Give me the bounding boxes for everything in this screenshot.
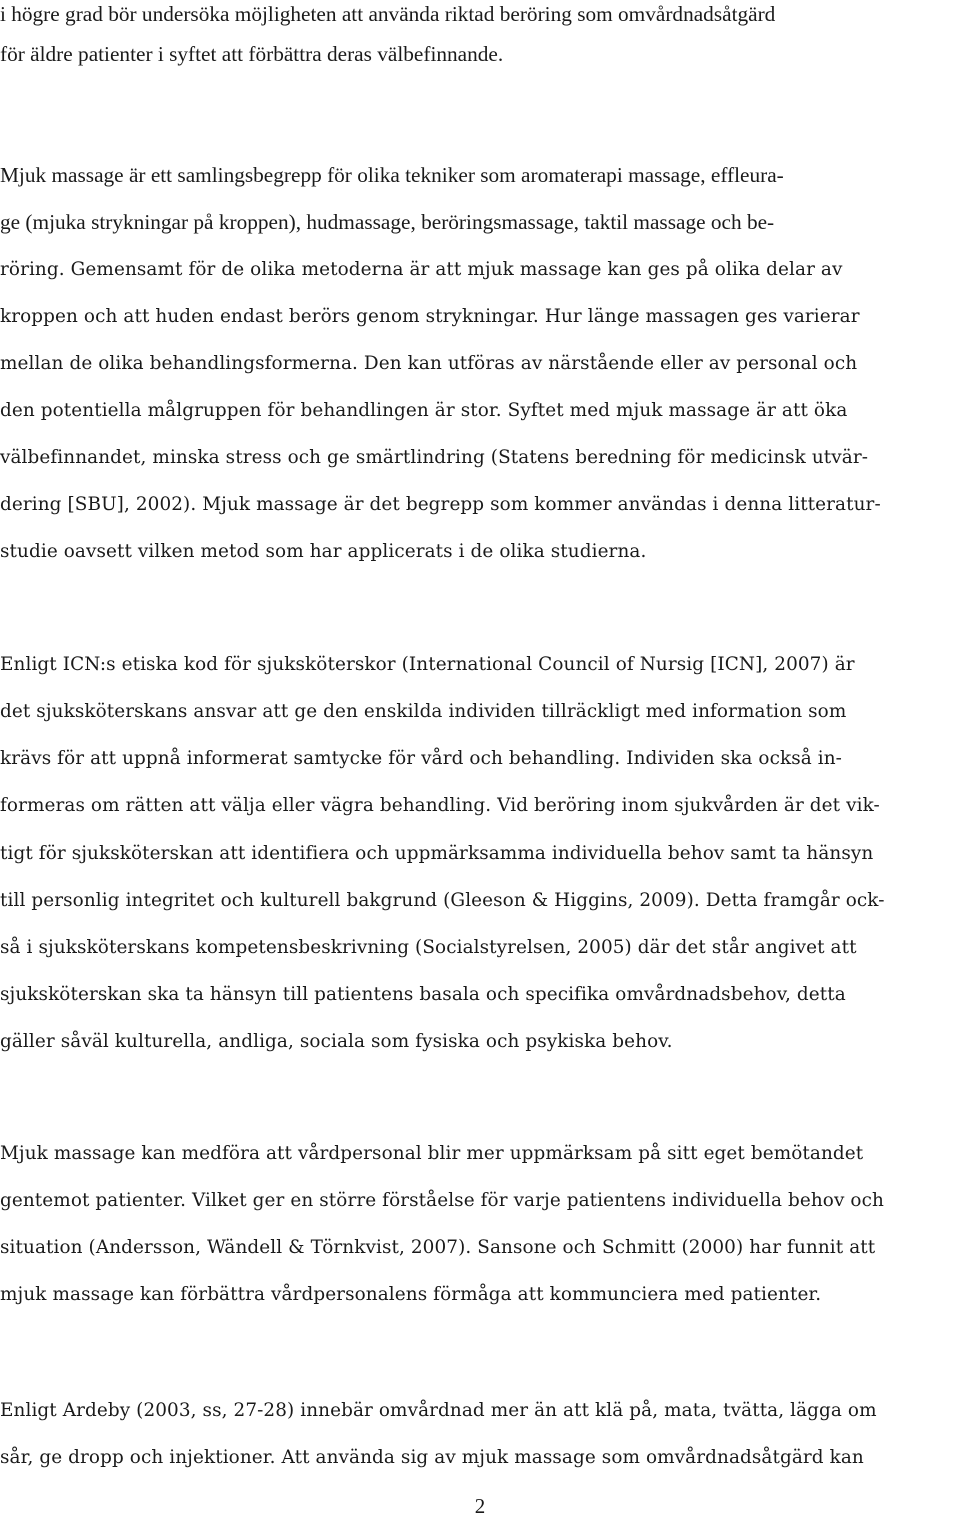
text-line: till personlig integritet och kulturell bakgrund (Gleeson & Higgins, 2009). Detta framgår ock- (0, 890, 885, 911)
text-line: situation (Andersson, Wändell & Törnkvist, 2007). Sansone och Schmitt (2000) har funnit att (0, 1237, 876, 1258)
text-line: mellan de olika behandlingsformerna. Den kan utföras av närstående eller av personal och (0, 353, 858, 374)
text-line: kroppen och att huden endast berörs genom strykningar. Hur länge massagen ges varierar (0, 306, 860, 327)
text-line: mjuk massage kan förbättra vårdpersonalens förmåga att kommunciera med patienter. (0, 1284, 822, 1305)
text-line: sår, ge dropp och injektioner. Att använda sig av mjuk massage som omvårdnadsåtgärd kan (0, 1447, 864, 1468)
text-line: i högre grad bör undersöka möjligheten att använda riktad beröring som omvårdnadsåtgärd (0, 2, 776, 26)
text-line: studie oavsett vilken metod som har applicerats i de olika studierna. (0, 541, 647, 562)
text-line: formeras om rätten att välja eller vägra behandling. Vid beröring inom sjukvården är det vik- (0, 795, 880, 816)
text-line: Enligt ICN:s etiska kod för sjuksköterskor (International Council of Nursig [ICN], 2007) är (0, 654, 855, 675)
text-line: Enligt Ardeby (2003, ss, 27-28) innebär omvårdnad mer än att klä på, mata, tvätta, lägga om (0, 1400, 877, 1421)
text-line: tigt för sjuksköterskan att identifiera och uppmärksamma individuella behov samt ta hänsyn (0, 843, 874, 864)
text-line: sjuksköterskan ska ta hänsyn till patientens basala och specifika omvårdnadsbehov, detta (0, 984, 846, 1005)
page-number: 2 (474, 1494, 486, 1518)
text-line: Mjuk massage kan medföra att vårdpersonal blir mer uppmärksam på sitt eget bemötandet (0, 1143, 864, 1164)
text-line: det sjuksköterskans ansvar att ge den enskilda individen tillräckligt med information som (0, 701, 847, 722)
text-line: krävs för att uppnå informerat samtycke för vård och behandling. Individen ska också in- (0, 748, 842, 769)
text-line: gentemot patienter. Vilket ger en större förståelse för varje patientens individuella behov och (0, 1190, 884, 1211)
text-line: röring. Gemensamt för de olika metoderna är att mjuk massage kan ges på olika delar av (0, 259, 843, 280)
text-line: för äldre patienter i syftet att förbättra deras välbefinnande. (0, 42, 504, 66)
text-line: så i sjuksköterskans kompetensbeskrivning (Socialstyrelsen, 2005) där det står angivet att (0, 937, 857, 958)
text-line: Mjuk massage är ett samlingsbegrepp för olika tekniker som aromaterapi massage, effleura- (0, 163, 784, 187)
text-line: gäller såväl kulturella, andliga, sociala som fysiska och psykiska behov. (0, 1031, 673, 1052)
text-line: välbefinnandet, minska stress och ge smärtlindring (Statens beredning för medicinsk utvär- (0, 447, 869, 468)
text-line: dering [SBU], 2002). Mjuk massage är det begrepp som kommer användas i denna litteratur- (0, 494, 881, 515)
text-line: ge (mjuka strykningar på kroppen), hudmassage, beröringsmassage, taktil massage och be- (0, 210, 775, 234)
text-line: den potentiella målgruppen för behandlingen är stor. Syftet med mjuk massage är att öka (0, 400, 848, 421)
